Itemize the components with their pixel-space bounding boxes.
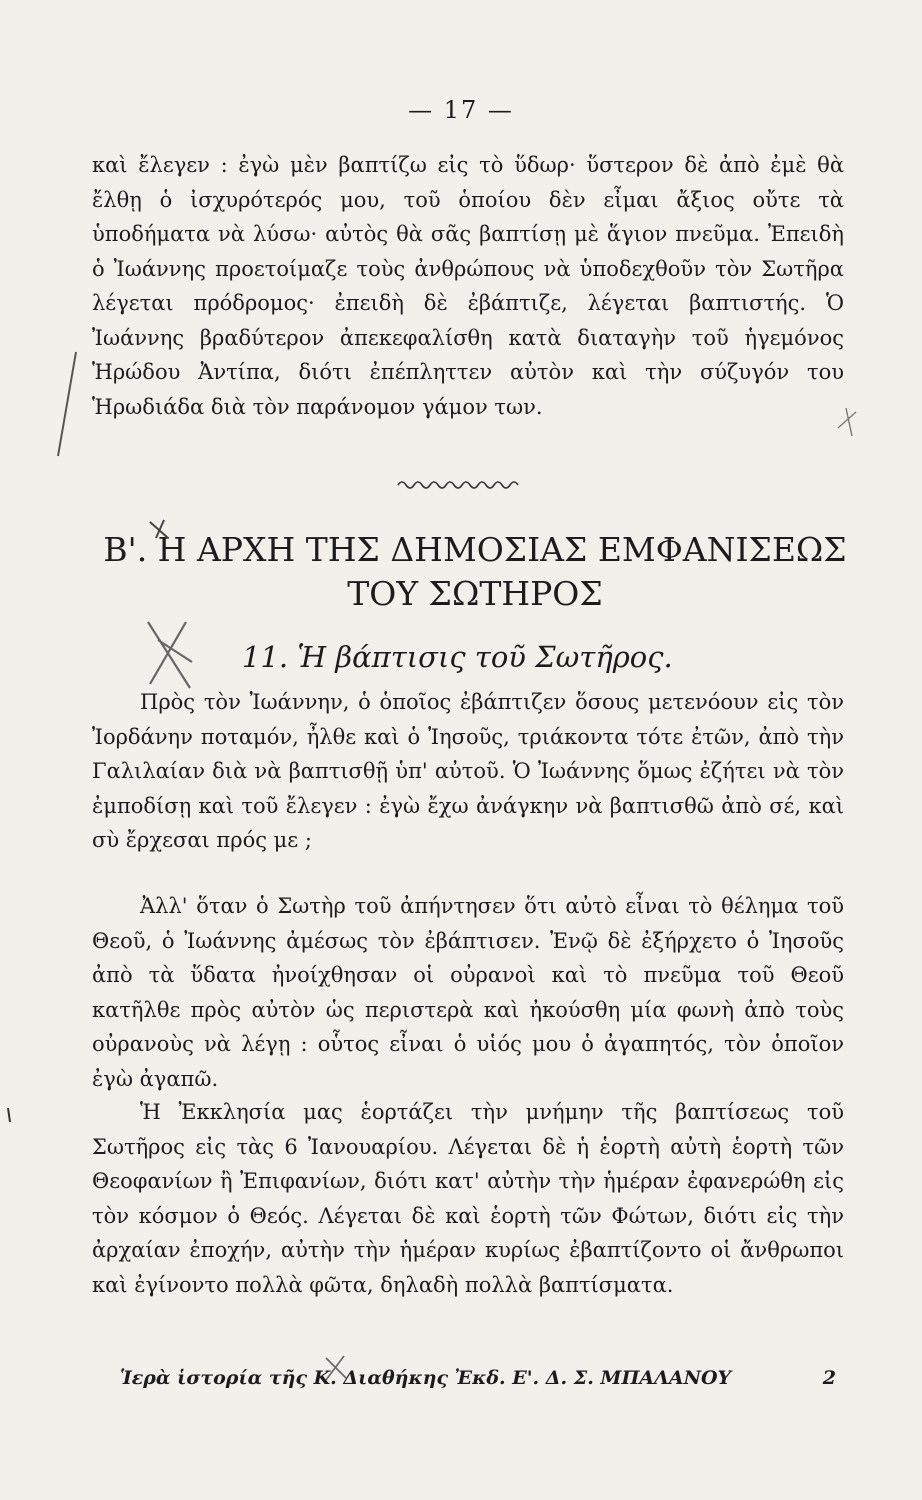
ornament-divider [396,478,524,492]
page-number: — 17 — [408,96,514,124]
footer-signature-number: 2 [822,1367,836,1389]
paragraph-john-baptist: καὶ ἔλεγεν : ἐγὼ μὲν βαπτίζω εἰς τὸ ὕδωρ· ὕστερον δὲ ἀπὸ ἐμὲ θὰ ἔλθῃ ὁ ἰσχυρότερός μου, τοῦ ὁποίου δὲν εἶμαι ἄξιος οὔτε τὰ ὑποδήματα νὰ λύσω· αὐτὸς θὰ σᾶς βαπτίσῃ μὲ ἅγιον πνεῦμα. Ἐπειδὴ ὁ Ἰωάννης προετοίμαζε τοὺς ἀνθρώπους νὰ ὑποδεχθοῦν τὸν Σωτῆρα λέγεται πρόδρομος· ἐπειδὴ δὲ ἐβάπτιζε, λέγεται βαπτιστής. Ὁ Ἰωάννης βραδύτερον ἀπεκεφαλίσθη κατὰ διαταγὴν τοῦ ἡγεμόνος Ἡρώδου Ἀντίπα, διότι ἐπέπληττεν αὐτὸν καὶ τὴν σύζυγόν του Ἡρωδιάδα διὰ τὸν παράνομον γάμον των. [92,153,844,419]
paragraph-voice-from-heaven: Ἀλλ' ὅταν ὁ Σωτὴρ τοῦ ἀπήντησεν ὅτι αὐτὸ εἶναι τὸ θέλημα τοῦ Θεοῦ, ὁ Ἰωάννης ἀμέσως τὸν ἐβάπτισεν. Ἐνῷ δὲ ἐξήρχετο ὁ Ἰησοῦς ἀπὸ τὰ ὕδατα ἠνοίχθησαν οἱ οὐρανοὶ καὶ τὸ πνεῦμα τοῦ Θεοῦ κατῆλθε πρὸς αὐτὸν ὡς περιστερὰ καὶ ἠκούσθη μία φωνὴ ἀπὸ τοὺς οὐρανοὺς νὰ λέγῃ : οὗτος εἶναι ὁ υἱός μου ὁ ἀγαπητός, τὸν ὁποῖον ἐγὼ ἀγαπῶ. [92,894,844,1091]
paragraph-baptism: Πρὸς τὸν Ἰωάννην, ὁ ὁποῖος ἐβάπτιζεν ὅσους μετενόουν εἰς τὸν Ἰορδάνην ποταμόν, ἦλθε καὶ ὁ Ἰησοῦς, τριάκοντα τότε ἐτῶν, ἀπὸ τὴν Γαλιλαίαν διὰ νὰ βαπτισθῇ ὑπ' αὐτοῦ. Ὁ Ἰωάννης ὅμως ἐζήτει νὰ τὸν ἐμποδίσῃ καὶ τοῦ ἔλεγεν : ἐγὼ ἔχω ἀνάγκην νὰ βαπτισθῶ ἀπὸ σέ, καὶ σὺ ἔρχεσαι πρός με ; [92,690,844,852]
page-footer [120,1367,836,1389]
paragraph-epiphany: Ἡ Ἐκκλησία μας ἑορτάζει τὴν μνήμην τῆς βαπτίσεως τοῦ Σωτῆρος εἰς τὰς 6 Ἰανουαρίου. Λέγεται δὲ ἡ ἑορτὴ αὐτὴ ἑορτὴ τῶν Θεοφανίων ἢ Ἐπιφανίων, διότι κατ' αὐτὴν τὴν ἡμέραν ἐφανερώθη εἰς τὸν κόσμον ὁ Θεός. Λέγεται δὲ καὶ ἑορτὴ τῶν Φώτων, διότι εἰς τὴν ἀρχαίαν ἐποχήν, αὐτὴν τὴν ἡμέραν κυρίως ἐβαπτίζοντο οἱ ἄνθρωποι καὶ ἐγίνοντο πολλὰ φῶτα, δηλαδὴ πολλὰ βαπτίσματα. [92,1100,844,1297]
chapter-title-line-2: ΤΟΥ ΣΩΤΗΡΟΣ [347,574,603,613]
chapter-title-line-1: Β'. Η ΑΡΧΗ ΤΗΣ ΔΗΜΟΣΙΑΣ ΕΜΦΑΝΙΣΕΩΣ [103,530,847,569]
section-heading: 11. Ἡ βάπτισις τοῦ Σωτῆρος. [242,640,673,674]
footer-book-title: Ἱερὰ ἱστορία τῆς Κ. Διαθήκης Ἐκδ. Ε'. Δ. Σ. ΜΠΑΛΑΝΟΥ [120,1367,732,1389]
chapter-title [95,528,855,616]
